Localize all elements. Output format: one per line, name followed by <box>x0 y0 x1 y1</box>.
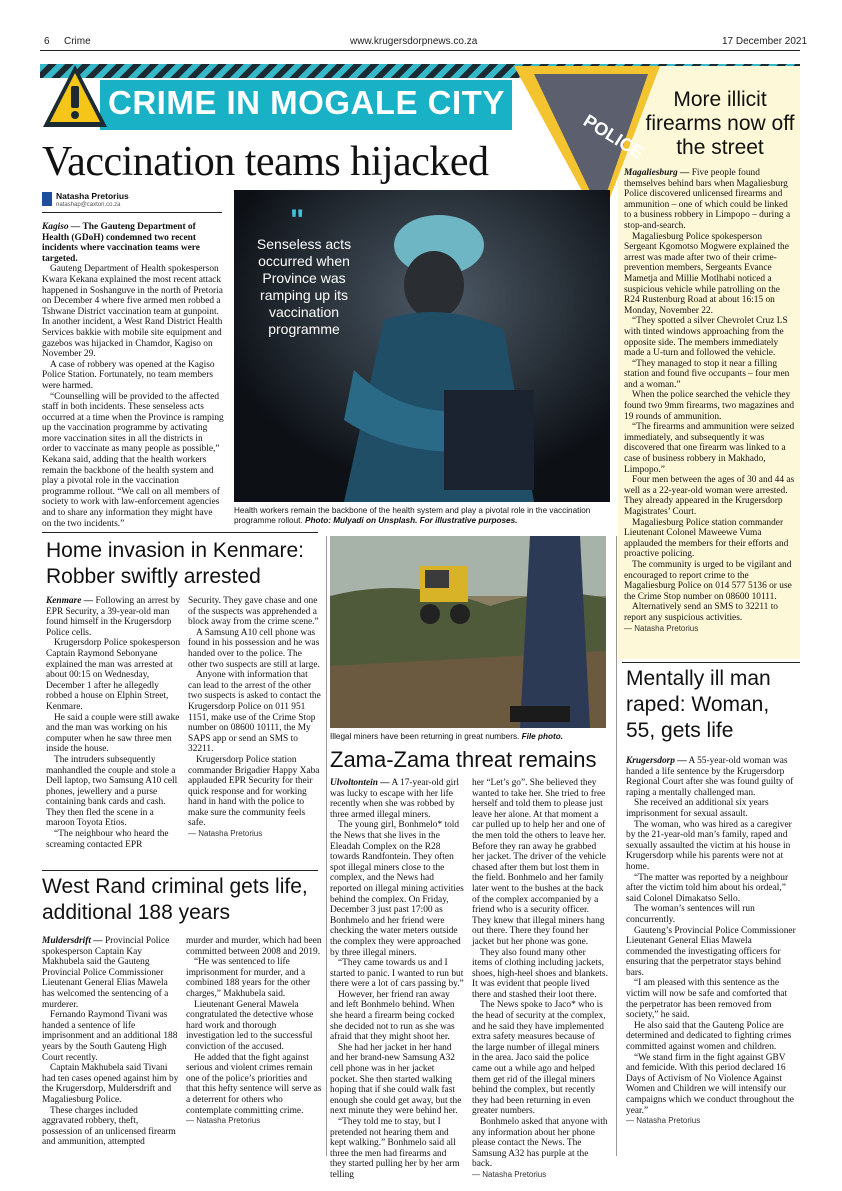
mentally-ill-intro-place: Krugersdorp — <box>626 756 687 766</box>
main-caption-credit: Photo: Mulyadi on Unsplash. For illustrative purposes. <box>305 516 518 525</box>
column-divider <box>326 536 327 1156</box>
west-rand-paragraph: Fernando Raymond Tivani was handed a sentence of life imprisonment and an additional 188 years by the South Gauteng High Court recently. <box>42 1010 178 1063</box>
home-paragraph: Following an arrest by EPR Security, a 39-year-old man found himself in the Krugersdorp Police cells. <box>46 596 181 638</box>
pull-quote: Senseless acts occurred when Province was ramping up its vaccination programme <box>256 236 352 337</box>
mentally-ill-rule <box>622 662 800 663</box>
author-email: natashap@caxton.co.za <box>56 202 121 208</box>
firearms-paragraph: Four men between the ages of 30 and 44 as well as a 22-year-old woman were arrested. They already appeared in the Krugersdorp Magistrates’ Court. <box>624 475 795 517</box>
west-rand-rule <box>42 870 318 871</box>
zama-paragraph: A 17-year-old girl was lucky to escape with her life recently when she was robbed by three armed illegal miners. <box>330 778 459 820</box>
firearms-intro-place: Magaliesburg — <box>624 168 690 178</box>
west-rand-col1 <box>42 936 180 1158</box>
home-byline: — Natasha Pretorius <box>188 829 263 839</box>
mentally-ill-paragraph: The woman’s sentences will run concurrently. <box>626 904 755 925</box>
firearms-story-body <box>624 168 796 656</box>
mentally-ill-paragraph: He also said that the Gauteng Police are determined and dedicated to fighting crimes committed against women and children. <box>626 1020 792 1053</box>
zama-byline: — Natasha Pretorius <box>472 1169 547 1179</box>
mining-scene-illustration <box>330 536 606 728</box>
west-rand-headline: West Rand criminal gets life, additional 188 years <box>42 875 308 924</box>
firearms-paragraph: Five people found themselves behind bars when Magaliesburg Police discovered unlicensed firearms and ammunition – one of which could be linked to a business robbery in Limpopo – during a stop-and-search. <box>624 168 791 231</box>
home-invasion-col1 <box>46 596 182 866</box>
page-number: 6 <box>44 36 50 47</box>
main-photo-caption <box>234 506 610 526</box>
mentally-ill-paragraph: A 55-year-old woman was handed a life sentence by the Krugersdorp Regional Court after she was found guilty of raping a mentally challenged man. <box>626 756 794 798</box>
mentally-ill-paragraph: “We stand firm in the fight against GBV and femicide. With this period declared 16 Days of Activism of No Violence Against Women and Children we will intensify our campaigns which we conduct throughout the year.” <box>626 1052 794 1116</box>
quote-mark-icon: " <box>290 204 305 237</box>
mentally-ill-paragraph: The woman, who was hired as a caregiver by the 21-year-old man’s family, raped and sexually assaulted the victim at his house in Krugersdorp while his parents were not at home. <box>626 819 792 872</box>
main-intro-text: The Gauteng Department of Health (GDoH) condemned two recent incidents where vaccination teams were targeted. <box>42 222 200 264</box>
website-url: www.krugersdorpnews.co.za <box>350 36 478 47</box>
zama-paragraph: She had her jacket in her hand and her brand-new Samsung A32 cell phone was in her jacket pocket. She then started walking hoping that if she could walk fast enough she could get away, but the next minute they were behind her. <box>330 1042 462 1117</box>
firearms-paragraph: When the police searched the vehicle they found two 9mm firearms, two magazines and 19 rounds of ammunition. <box>624 390 795 422</box>
firearms-paragraph: “They managed to stop it near a filling station and found five occupants – four men and a woman.” <box>624 358 790 390</box>
issue-date: 17 December 2021 <box>722 36 808 47</box>
main-story-body <box>42 222 224 527</box>
home-paragraph: He said a couple were still awake and the man was working on his computer when he saw three men inside the house. <box>46 712 180 755</box>
zama-paragraph: her “Let’s go”. She believed they wanted to take her. She tried to free herself and told them to please just leave her alone. At that moment a car pulled up to help her and one of the men told the others to leave her. Before they ran away he grabbed her jacket. The driver of the vehicle chased after them but lost them in the field. Bonhmelo and her family later went to the bushes at the back of the complex accompanied by a friend who is a security officer. They knew that illegal miners hang out there. There they found her jacket but her phone was gone. <box>472 778 606 947</box>
zama-paragraph: They also found many other items of clothing including jackets, shoes, high-heel shoes and blankets. It was evident that people lived there and stashed their loot there. <box>472 947 608 1000</box>
zama-intro-place: Ulvoltontein — <box>330 778 390 788</box>
west-rand-paragraph: He added that the fight against serious and violent crimes remain one of the police’s priorities and that this hefty sentence will serve as a deterrent for others who contemplate committing crime. <box>186 1052 322 1116</box>
firearms-paragraph: “The firearms and ammunition were seized immediately, and subsequently it was discovered that one firearm was linked to a case of business robbery in Makhado, Limpopo.” <box>624 422 795 475</box>
main-caption-text: Health workers remain the backbone of the health system and play a pivotal role in the vaccination programme rollout. <box>234 506 591 525</box>
firearms-byline: — Natasha Pretorius <box>624 623 699 633</box>
home-paragraph: A Samsung A10 cell phone was found in his possession and he was handed over to the police. The other two suspects are still at large. <box>188 627 320 670</box>
mentally-ill-paragraph: “The matter was reported by a neighbour after the victim told him about his ordeal,” said Colonel Dimakatso Sello. <box>626 872 789 904</box>
zama-paragraph: “They told me to stay, but I pretended not hearing them and kept walking.” Bonhmelo said all three the men had firearms and they started pulling her by her arm telling <box>330 1117 460 1180</box>
firearms-paragraph: Alternatively send an SMS to 32211 to report any suspicious activities. <box>624 602 778 623</box>
home-paragraph: Krugersdorp Police spokesperson Captain Raymond Sebonyane explained the man was arrested at about 00:15 on Wednesday, December 1 after he allegedly robbed a house on Elphin Street, Kenmare. <box>46 638 181 712</box>
byline-rule <box>42 212 222 213</box>
mentally-ill-headline: Mentally ill man raped: Woman, 55, gets life <box>626 667 771 742</box>
zama-paragraph: The News spoke to Jaco* who is the head of security at the complex, and he said they have implemented extra safety measures because of the large number of illegal miners in the area. Jaco said the police came out a while ago and helped them get rid of the illegal miners behind the complex, but recently they had been returning in even greater numbers. <box>472 1000 606 1117</box>
author-marker <box>42 192 52 206</box>
home-paragraph: “The neighbour who heard the screaming contacted EPR <box>46 829 169 850</box>
zama-caption-text: Illegal miners have been returning in great numbers. <box>330 732 520 741</box>
main-paragraph: A case of robbery was opened at the Kagiso Police Station. Fortunately, no team members were harmed. <box>42 359 215 391</box>
main-paragraph: Gauteng Department of Health spokesperson Kwara Kekana explained the most recent attack happened in Soshanguve in the north of Pretoria on December 4 where five armed men robbed a Tshwane District vaccination team at gunpoint. In another incident, a West Rand District Health Services bakkie with mobile site equipment and gazebos was hijacked in Chamdor, Kagiso on November 29. <box>42 264 223 360</box>
zama-col1 <box>330 778 464 1180</box>
west-rand-paragraph: Captain Makhubela said Tivani had ten cases opened against him by the Krugersdorp, Muldersdrift and Magaliesburg Police. <box>42 1063 179 1105</box>
home-invasion-rule <box>42 532 318 533</box>
author-name: Natasha Pretorius <box>56 191 129 201</box>
section-name: Crime <box>64 36 91 47</box>
firearms-paragraph: The community is urged to be vigilant and encouraged to report crime to the Magaliesburg Police on 014 577 5136 or use the Crime Stop number on 08600 10111. <box>624 559 792 602</box>
west-rand-intro-place: Muldersdrift — <box>42 936 103 946</box>
main-headline: Vaccination teams hijacked <box>42 139 489 185</box>
west-rand-byline: — Natasha Pretorius <box>186 1116 261 1126</box>
mentally-ill-paragraph: She received an additional six years imprisonment for sexual assault. <box>626 798 769 819</box>
banner-title: CRIME IN MOGALE CITY <box>108 84 505 121</box>
zama-paragraph: The young girl, Bonhmelo* told the News that she lives in the Eleadah Complex on the R28 towards Randfontein. They often spot illegal miners close to the complex, and the News had reported on illegal mining activities behind the complex. On Friday, December 3 just past 17:00 as Bonhmelo and her friend were checking the water meters outside the complex they were approached by three illegal miners. <box>330 820 464 958</box>
warning-triangle-icon <box>40 62 110 132</box>
zama-headline: Zama-Zama threat remains <box>330 747 597 772</box>
firearms-headline: More illicit firearms now off the street <box>645 88 795 159</box>
west-rand-paragraph: These charges included aggravated robbery, theft, possession of an unlicensed firearm and ammunition, attempted <box>42 1105 176 1148</box>
zama-paragraph: “They came towards us and I started to panic. I wanted to run but there were a lot of cars passing by.” <box>330 958 464 990</box>
firearms-paragraph: “They spotted a silver Chevrolet Cruz LS with tinted windows approaching from the opposite side. The members immediately made a U-turn and followed the vehicle. <box>624 316 788 359</box>
mentally-ill-body <box>626 756 798 1156</box>
mentally-ill-paragraph: “I am pleased with this sentence as the victim will now be safe and comforted that the perpetrator has been removed from society,” he said. <box>626 978 788 1021</box>
west-rand-paragraph: murder and murder, which had been committed between 2008 and 2019. <box>186 936 322 957</box>
column-divider <box>616 536 617 1156</box>
mentally-ill-paragraph: Gauteng’s Provincial Police Commissioner Lieutenant General Elias Mawela commended the investigating officers for ensuring that the perpetrator stays behind bars. <box>626 925 796 978</box>
zama-paragraph: However, her friend ran away and left Bonhmelo behind. When she heard a firearm being cocked she decided not to run as she was afraid that they might shoot her. <box>330 989 455 1043</box>
main-paragraph: “Counselling will be provided to the affected staff in both incidents. These senseless acts occurred at a time when the Province is ramping up the vaccination programme by activating more vaccination sites in all the districts in order to vaccinate as many people as possible,” Kekana said, adding that the health workers remain the backbone of the health system and play a pivotal role in the vaccination programme rollout. “We call on all members of society to work with law-enforcement agencies and to share any information they might have on the two incidents.” <box>42 391 224 529</box>
zama-caption-credit: File photo. <box>521 732 563 741</box>
mentally-ill-byline: — Natasha Pretorius <box>626 1116 701 1126</box>
main-intro-place: Kagiso — <box>42 222 81 232</box>
badge-text: POLICE <box>579 110 648 163</box>
west-rand-col2 <box>186 936 322 1158</box>
home-paragraph: Security. They gave chase and one of the suspects was apprehended a block away from the crime scene.” <box>188 596 319 628</box>
home-paragraph: The intruders subsequently manhandled the couple and stole a Dell laptop, two Samsung A10 cell phones, jewellery and a purse containing bank cards and cash. They then fled the scene in a maroon Toyota Etios. <box>46 754 178 829</box>
zama-paragraph: Bonhmelo asked that anyone with any information about her phone please contact the News. The Samsung A32 has purple at the back. <box>472 1117 608 1170</box>
firearms-paragraph: Magaliesburg Police spokesperson Sergeant Kgomotso Mogwere explained the arrest was made after two of their crime-prevention members, Sergeants Evance Mametja and Millie Motlhabi noticed a suspicious vehicle while patrolling on the R24 Rustenburg Road at about 16:15 on Monday, November 22. <box>624 231 789 316</box>
zama-photo-caption <box>330 732 606 742</box>
home-invasion-headline: Home invasion in Kenmare: Robber swiftly arrested <box>46 539 304 588</box>
header-rule <box>40 50 800 51</box>
west-rand-paragraph: Lieutenant General Mawela congratulated the detective whose hard work and thorough investigation led to the successful conviction of the accused. <box>186 999 314 1052</box>
home-paragraph: Anyone with information that can lead to the arrest of the other two suspects is asked to contact the Krugersdorp Police on 011 951 1151, make use of the Crime Stop number on 08600 10111, the My SAPS app or send an SMS to 32211. <box>188 670 321 755</box>
illegal-miners-photo <box>330 536 606 728</box>
west-rand-paragraph: Provincial Police spokesperson Captain Kay Makhubela said the Gauteng Provincial Police Commissioner Lieutenant General Elias Mawela has welcomed the sentencing of a murderer. <box>42 936 170 1010</box>
home-invasion-col2 <box>188 596 322 866</box>
home-paragraph: Krugersdorp Police station commander Brigadier Happy Xaba applauded EPR Security for their quick response and for working hand in hand with the police to make sure the community feels safe. <box>188 754 320 829</box>
home-intro-place: Kenmare — <box>46 596 94 606</box>
zama-col2 <box>472 778 608 1179</box>
west-rand-paragraph: “He was sentenced to life imprisonment for murder, and a combined 188 years for the other charges,” Makhubela said. <box>186 957 311 999</box>
firearms-paragraph: Magaliesburg Police station commander Lieutenant Colonel Maweewe Vuma applauded the members for their efforts and proactive policing. <box>624 517 789 560</box>
